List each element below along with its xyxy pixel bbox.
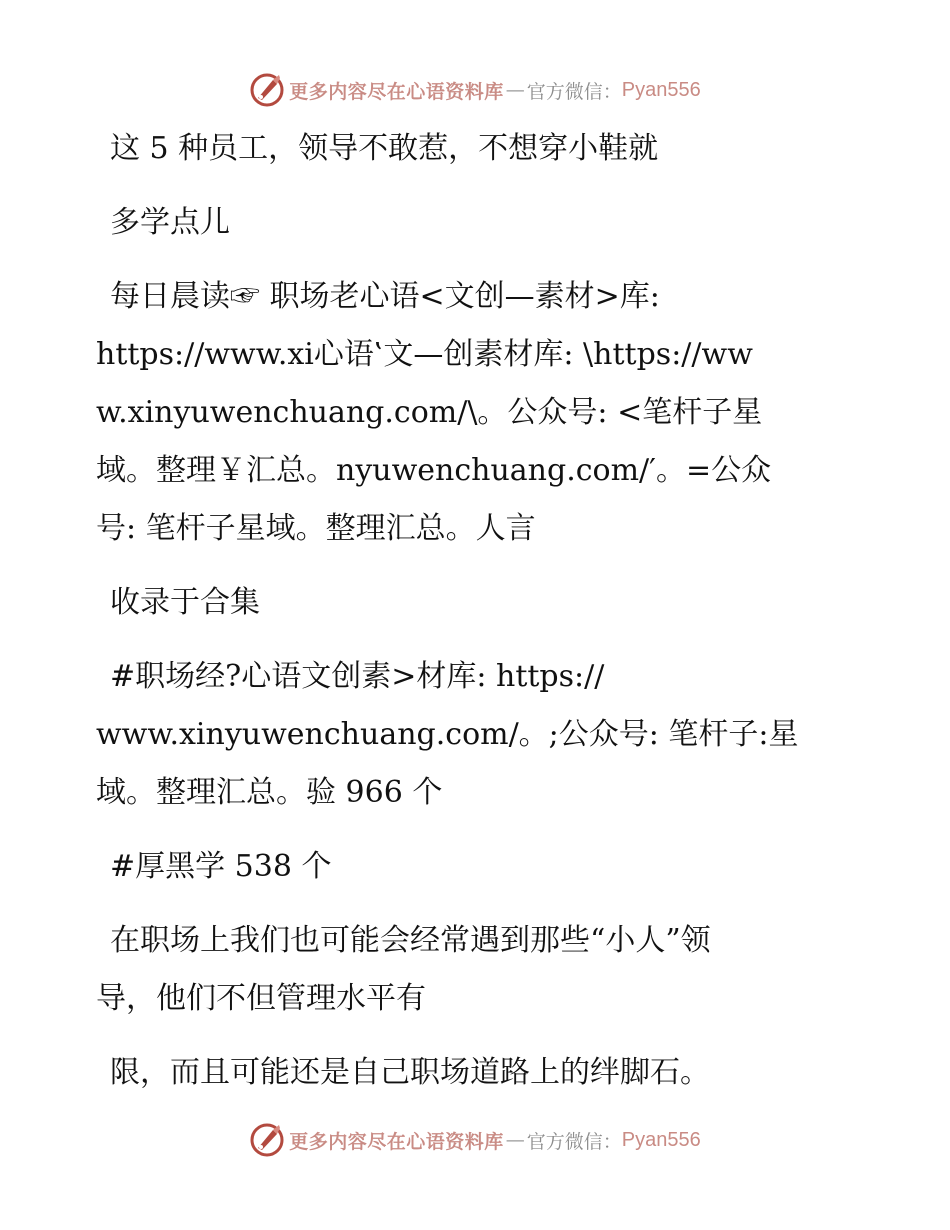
paragraph <box>96 912 886 1028</box>
footer-slogan: 更多内容尽在心语资料库 <box>289 1130 504 1153</box>
paragraph-line: 在职场上我们也可能会经常遇到那些“小人”领 <box>110 923 711 958</box>
paragraph-line: 收录于合集 <box>110 585 260 620</box>
header-banner <box>0 68 950 112</box>
paragraph-gap <box>96 632 886 648</box>
header-wechat-label: 官方微信： <box>526 80 622 103</box>
paragraph-line: #厚黑学 538 个 <box>110 849 332 884</box>
paragraph-line: #职场经?心语文创素>材库: https:// <box>110 659 605 694</box>
paragraph <box>96 194 886 252</box>
paragraph-line: 限，而且可能还是自己职场道路上的绊脚石。 <box>110 1055 710 1090</box>
paragraph <box>96 1044 886 1102</box>
paragraph-line: w.xinyuwenchuang.com/\。公众号: <笔杆子星 <box>96 395 763 430</box>
header-wechat-account: Pyan556 <box>621 78 701 101</box>
paragraph-line: 域。整理汇总。验 966 个 <box>96 775 443 810</box>
paragraph-gap <box>96 896 886 912</box>
header-slogan: 更多内容尽在心语资料库 <box>289 80 504 103</box>
paragraph <box>96 268 886 558</box>
paragraph-line: www.xinyuwenchuang.com/。;公众号: 笔杆子:星 <box>96 717 799 752</box>
footer-banner <box>0 1118 950 1162</box>
quill-logo-icon <box>249 72 285 108</box>
paragraph-line: 多学点儿 <box>110 205 230 240</box>
paragraph-gap <box>96 252 886 268</box>
paragraph-gap <box>96 822 886 838</box>
paragraph-line: 导，他们不但管理水平有 <box>96 981 426 1016</box>
paragraph-line: https://www.xi心语‛文—创素材库: \https://ww <box>96 337 753 372</box>
paragraph <box>96 838 886 896</box>
paragraph <box>96 574 886 632</box>
footer-wechat-label: 官方微信： <box>526 1130 622 1153</box>
paragraph-gap <box>96 558 886 574</box>
paragraph <box>96 648 886 822</box>
paragraph <box>96 120 886 178</box>
quill-logo-icon <box>249 1122 285 1158</box>
document-body <box>96 120 886 1102</box>
header-separator: — <box>505 79 525 101</box>
footer-separator: — <box>505 1129 525 1151</box>
paragraph-line: 这 5 种员工，领导不敢惹，不想穿小鞋就 <box>110 131 659 166</box>
paragraph-line: 域。整理￥汇总。nyuwenchuang.com/′。=公众 <box>96 453 772 488</box>
footer-wechat-account: Pyan556 <box>621 1128 701 1151</box>
paragraph-gap <box>96 178 886 194</box>
paragraph-gap <box>96 1028 886 1044</box>
paragraph-line: 每日晨读☞ 职场老心语<文创—素材>库: <box>110 279 660 314</box>
paragraph-line: 号: 笔杆子星域。整理汇总。人言 <box>96 511 536 546</box>
